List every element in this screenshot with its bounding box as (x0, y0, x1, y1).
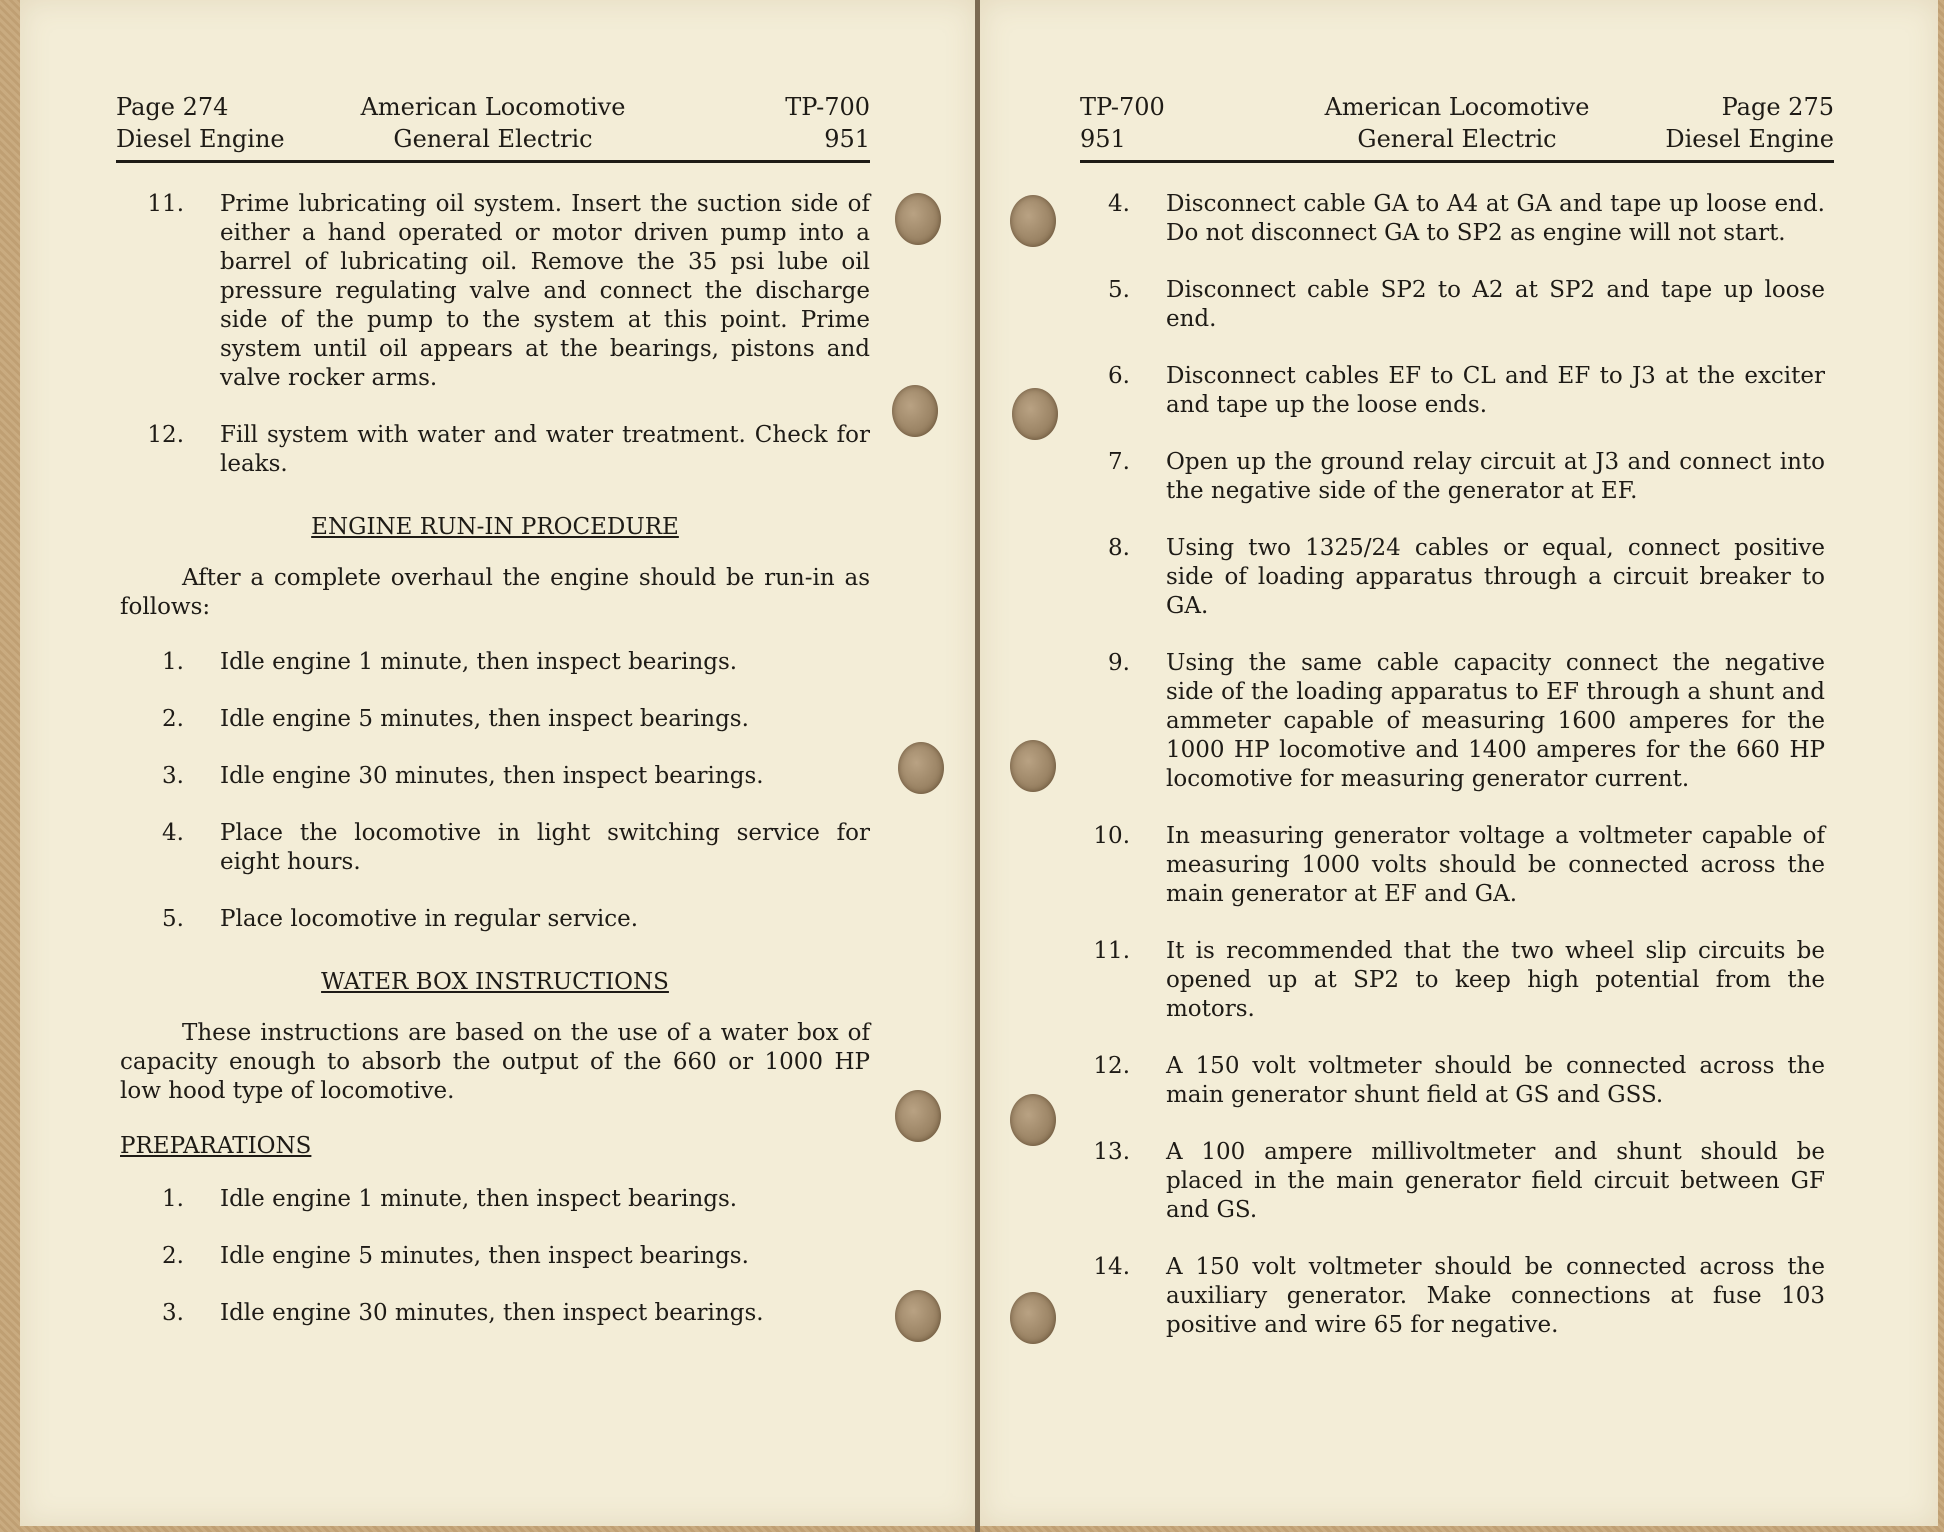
item-text: Fill system with water and water treatment. Check for leaks. (220, 422, 870, 477)
binder-hole (898, 742, 944, 794)
item-number: 6. (1108, 363, 1130, 389)
item-text: Idle engine 1 minute, then inspect bearings. (220, 649, 738, 675)
item-number: 4. (162, 820, 184, 846)
document-id: TP-700 (1080, 93, 1165, 121)
list-item (1080, 534, 1825, 621)
binder-hole (895, 1290, 941, 1342)
item-number: 12. (1093, 1053, 1130, 1079)
item-text: Using two 1325/24 cables or equal, connect positive side of loading apparatus through a circuit breaker to GA. (1166, 535, 1825, 619)
water-box-heading: WATER BOX INSTRUCTIONS (321, 969, 669, 995)
list-item (120, 705, 870, 734)
list-item (1080, 448, 1825, 506)
item-number: 2. (162, 706, 184, 732)
item-text: Prime lubricating oil system. Insert the suction side of either a hand operated or motor driven pump into a barrel of lubricating oil. Remove the 35 psi lube oil pressure regulating valve and connect the discharge side of the pump to the system at this point. Prime system until oil appears at the bearings, pistons and valve rocker arms. (220, 191, 870, 391)
left-page (20, 0, 975, 1526)
item-number: 2. (162, 1243, 184, 1269)
list-item (120, 905, 870, 934)
right-page-header (1080, 92, 1834, 163)
list-item (1080, 649, 1825, 794)
item-number: 5. (162, 906, 184, 932)
item-text: Place locomotive in regular service. (220, 906, 639, 932)
item-text: Place the locomotive in light switching service for eight hours. (220, 820, 870, 875)
page-number: Page 275 (1721, 93, 1834, 121)
list-item (1080, 362, 1825, 420)
maker-line-1: American Locomotive (1324, 93, 1590, 121)
item-number: 1. (162, 649, 184, 675)
binder-hole (1010, 1094, 1056, 1146)
item-text: Idle engine 5 minutes, then inspect bearings. (220, 1243, 749, 1269)
list-item (120, 762, 870, 791)
item-text: Idle engine 30 minutes, then inspect bearings. (220, 763, 764, 789)
item-number: 13. (1093, 1139, 1130, 1165)
section-title: Diesel Engine (116, 125, 285, 153)
list-item (120, 819, 870, 877)
item-text: In measuring generator voltage a voltmeter capable of measuring 1000 volts should be connected across the main generator at EF and GA. (1166, 823, 1825, 907)
water-box-intro: These instructions are based on the use of a water box of capacity enough to absorb the output of the 660 or 1000 HP low hood type of locomotive. (120, 1020, 870, 1104)
document-number: 951 (824, 125, 870, 153)
right-page (980, 0, 1938, 1526)
item-number: 14. (1093, 1254, 1130, 1280)
binder-hole (892, 385, 938, 437)
item-text: A 150 volt voltmeter should be connected across the auxiliary generator. Make connections at fuse 103 positive and wire 65 for negative. (1166, 1254, 1825, 1338)
item-text: Idle engine 5 minutes, then inspect bearings. (220, 706, 749, 732)
item-number: 3. (162, 763, 184, 789)
run-in-heading: ENGINE RUN-IN PROCEDURE (311, 514, 679, 540)
list-item (120, 648, 870, 677)
list-item (120, 1185, 870, 1214)
document-id: TP-700 (785, 93, 870, 121)
item-number: 4. (1108, 191, 1130, 217)
page-number: Page 274 (116, 93, 229, 121)
item-number: 8. (1108, 535, 1130, 561)
list-item (120, 1242, 870, 1271)
run-in-intro: After a complete overhaul the engine should be run-in as follows: (120, 565, 870, 620)
item-text: Idle engine 30 minutes, then inspect bearings. (220, 1300, 764, 1326)
list-item (1080, 937, 1825, 1024)
item-text: It is recommended that the two wheel slip circuits be opened up at SP2 to keep high potential from the motors. (1166, 938, 1825, 1022)
item-text: Disconnect cable SP2 to A2 at SP2 and tape up loose end. (1166, 277, 1825, 332)
item-text: Disconnect cable GA to A4 at GA and tape up loose end. Do not disconnect GA to SP2 as engine will not start. (1166, 191, 1825, 246)
item-number: 11. (147, 191, 184, 217)
list-item (1080, 1253, 1825, 1340)
list-item (1080, 822, 1825, 909)
item-text: A 150 volt voltmeter should be connected across the main generator shunt field at GS and GSS. (1166, 1053, 1825, 1108)
item-text: Idle engine 1 minute, then inspect bearings. (220, 1186, 738, 1212)
item-number: 1. (162, 1186, 184, 1212)
left-page-body (120, 190, 870, 1356)
item-number: 11. (1093, 938, 1130, 964)
right-page-body (1080, 190, 1825, 1368)
item-number: 5. (1108, 277, 1130, 303)
list-item (1080, 276, 1825, 334)
list-item (1080, 1138, 1825, 1225)
maker-line-2: General Electric (393, 125, 593, 153)
item-number: 7. (1108, 449, 1130, 475)
item-text: Disconnect cables EF to CL and EF to J3 at the exciter and tape up the loose ends. (1166, 363, 1825, 418)
item-text: A 100 ampere millivoltmeter and shunt should be placed in the main generator field circuit between GF and GS. (1166, 1139, 1825, 1223)
list-item (1080, 1052, 1825, 1110)
item-number: 9. (1108, 650, 1130, 676)
item-text: Using the same cable capacity connect the negative side of the loading apparatus to EF through a shunt and ammeter capable of measuring 1600 amperes for the 1000 HP locomotive and 1400 amperes for the 660 HP locomotive for measuring generator current. (1166, 650, 1825, 792)
list-item (1080, 190, 1825, 248)
binder-hole (895, 193, 941, 245)
section-title: Diesel Engine (1665, 125, 1834, 153)
binder-hole (1010, 1292, 1056, 1344)
item-number: 12. (147, 422, 184, 448)
item-number: 10. (1093, 823, 1130, 849)
list-item (120, 421, 870, 479)
left-page-header (116, 92, 870, 163)
binder-hole (1012, 388, 1058, 440)
preparations-heading: PREPARATIONS (120, 1133, 312, 1159)
list-item (120, 190, 870, 393)
binder-hole (895, 1090, 941, 1142)
maker-line-2: General Electric (1357, 125, 1557, 153)
item-text: Open up the ground relay circuit at J3 and connect into the negative side of the generator at EF. (1166, 449, 1825, 504)
binder-hole (1010, 740, 1056, 792)
list-item (120, 1299, 870, 1328)
binder-hole (1010, 195, 1056, 247)
item-number: 3. (162, 1300, 184, 1326)
document-number: 951 (1080, 125, 1126, 153)
maker-line-1: American Locomotive (360, 93, 626, 121)
